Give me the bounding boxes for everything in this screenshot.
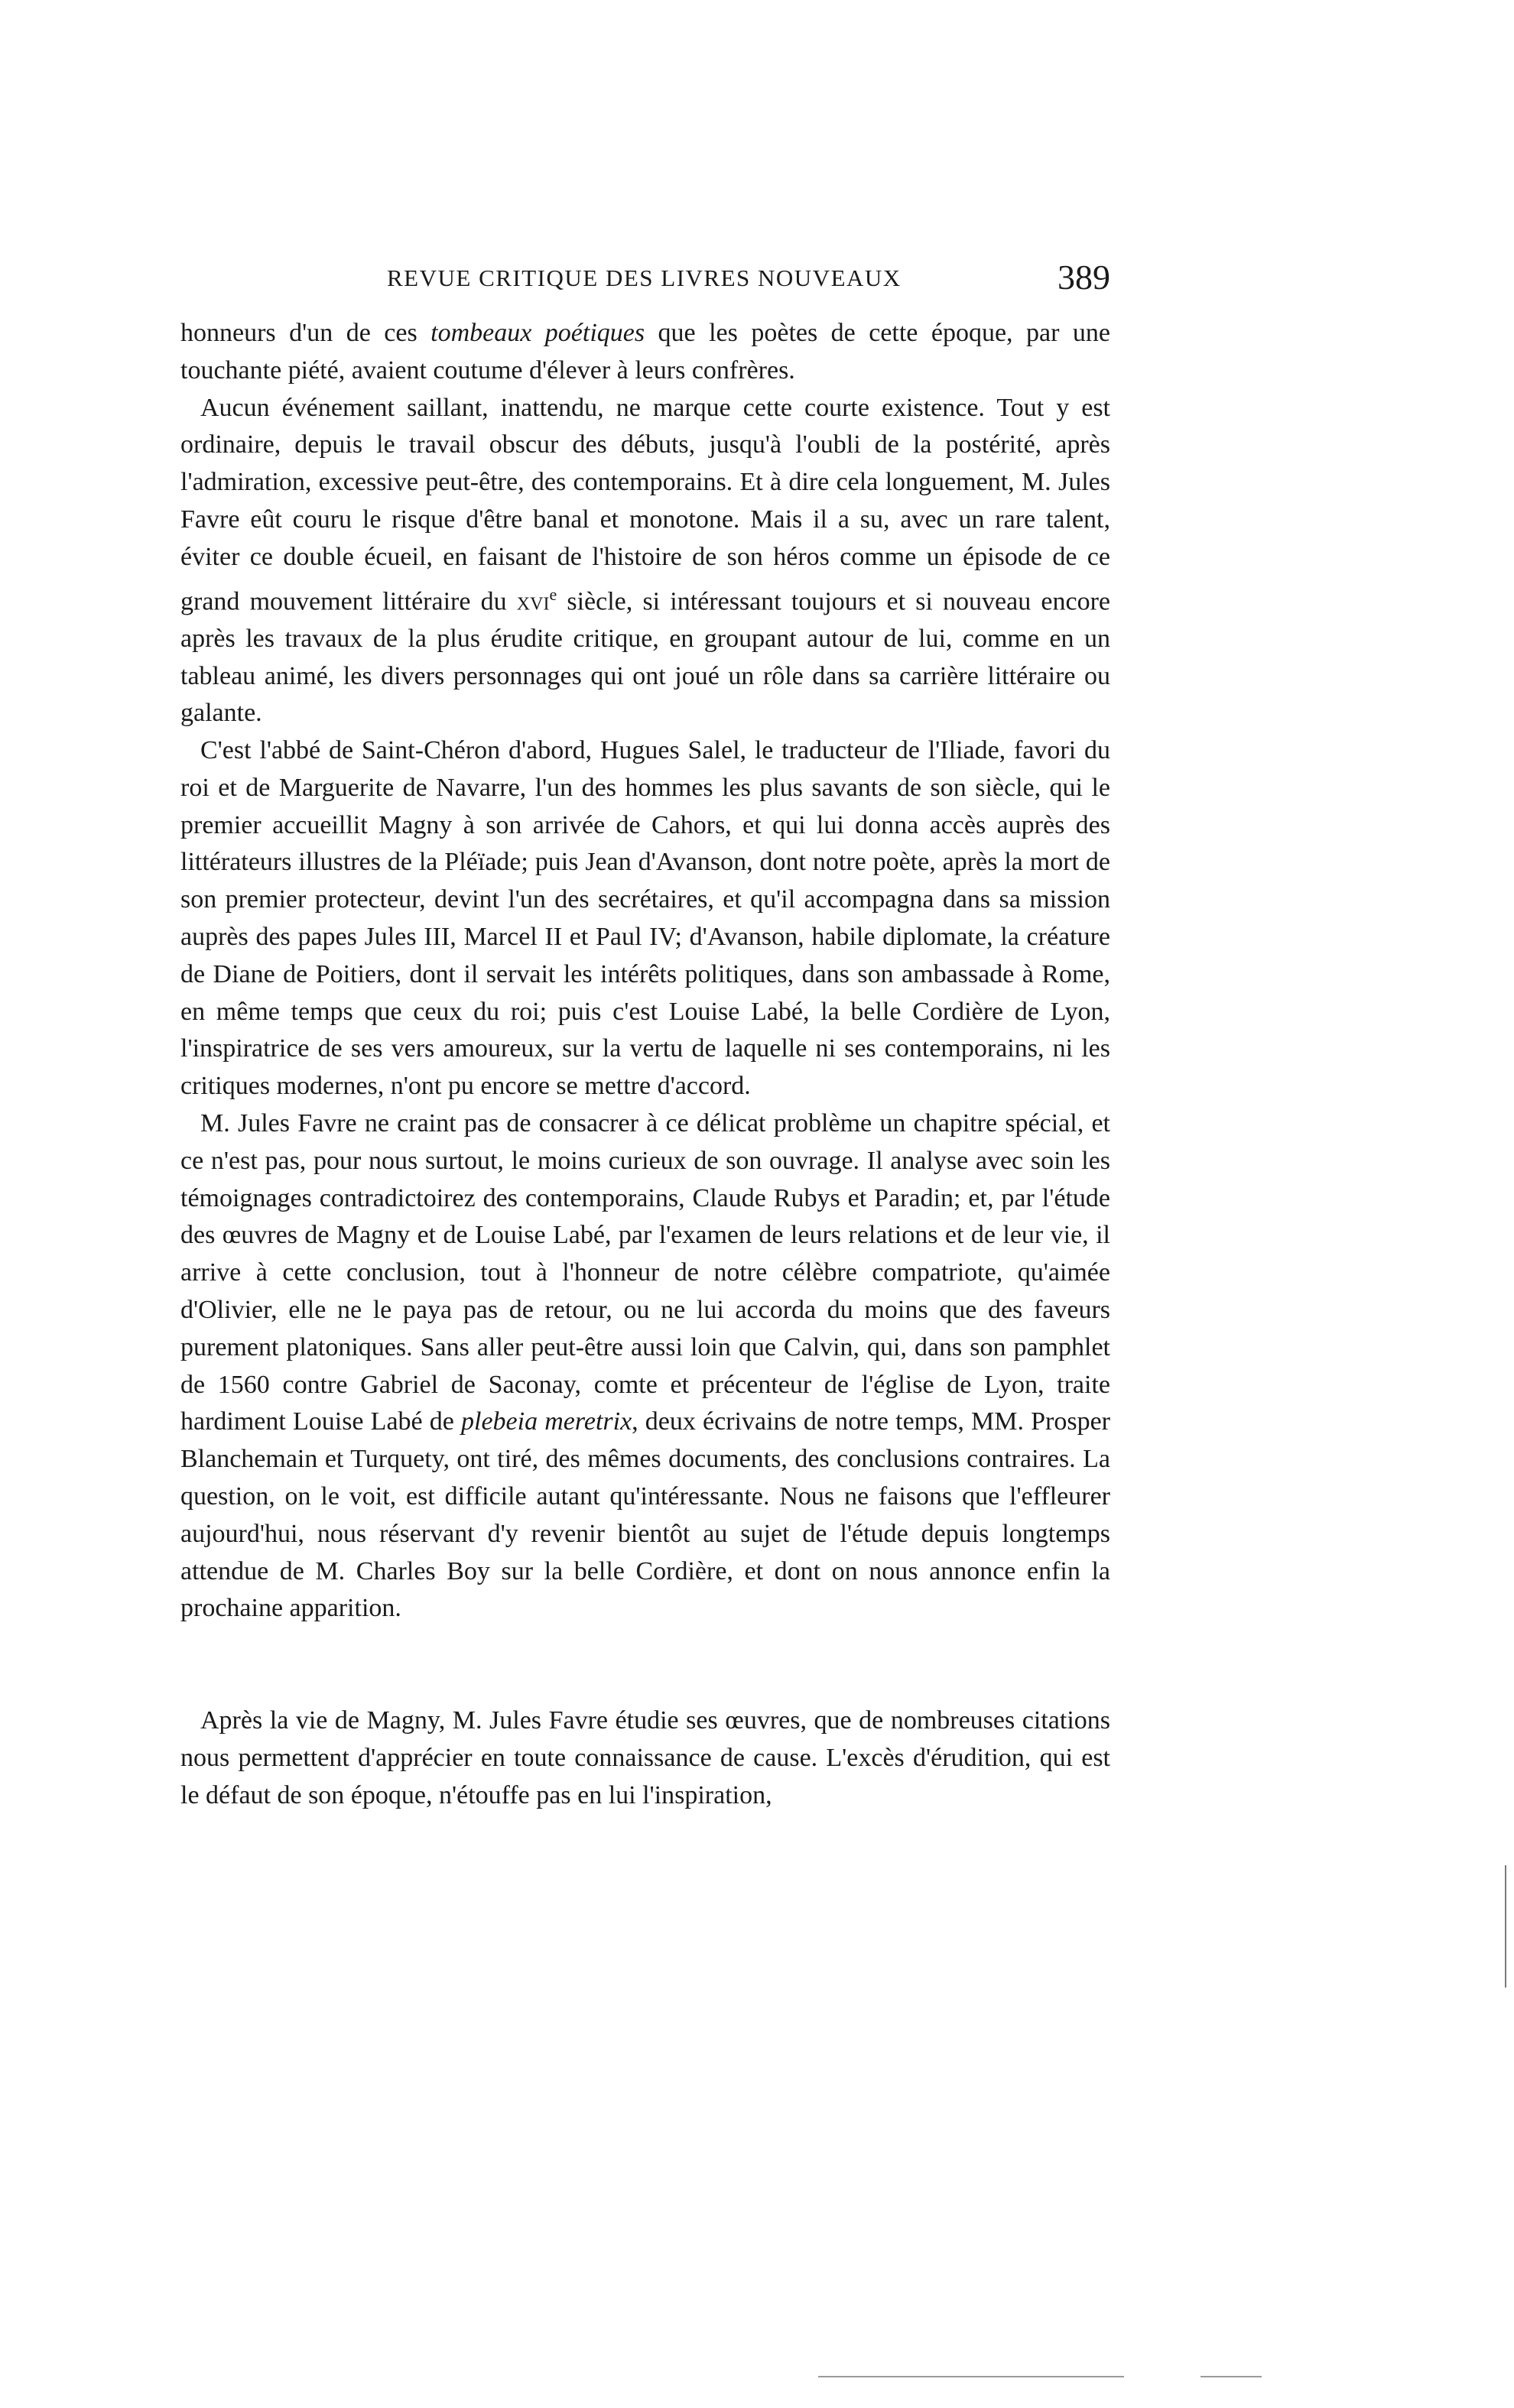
paragraph-2-century: xvi xyxy=(516,586,550,615)
running-head: REVUE CRITIQUE DES LIVRES NOUVEAUX xyxy=(387,264,902,291)
paragraph-2-text-a: Aucun événement saillant, inattendu, ne marque cette courte existence. Tout y est ordinaire, depuis le travail obscur des débuts, jusqu'à l'oubli de la postérité, après l'admiration, excessive peut-être, des contemporains. Et à dire cela longuement, M. Jules Favre eût couru le risque d'être banal et monotone. Mais il a su, avec un rare talent, éviter ce double écueil, en faisant de l'histoire de son héros comme un épisode de ce grand mouvement littéraire du xyxy=(180,393,1110,615)
paragraph-3: C'est l'abbé de Saint-Chéron d'abord, Hugues Salel, le traducteur de l'Iliade, favori du roi et de Marguerite de Navarre, l'un des hommes les plus savants de son siècle, qui le premier accueillit Magny à son arrivée de Cahors, et qui lui donna accès auprès des littérateurs illustres de la Pléïade; puis Jean d'Avanson, dont notre poète, après la mort de son premier protecteur, devint l'un des secrétaires, et qu'il accompagna dans sa mission auprès des papes Jules III, Marcel II et Paul IV; d'Avanson, habile diplomate, la créature de Diane de Poitiers, dont il servait les intérêts politiques, dans son ambassade à Rome, en même temps que ceux du roi; puis c'est Louise Labé, la belle Cordière de Lyon, l'inspiratrice de ses vers amoureux, sur la vertu de laquelle ni ses contemporains, ni les critiques modernes, n'ont pu encore se mettre d'accord. xyxy=(180,736,1110,1101)
paragraph-2-century-sup: e xyxy=(549,584,557,604)
page-header xyxy=(180,257,1110,300)
footer-rule xyxy=(818,2376,1124,2377)
paragraph-1-italic: tombeaux poétiques xyxy=(430,319,645,347)
page-number: 389 xyxy=(1058,258,1110,297)
paragraph-5: Après la vie de Magny, M. Jules Favre étudie ses œuvres, que de nombreuses citations nous permettent d'apprécier en toute connaissance de cause. L'excès d'érudition, qui est le défaut de son époque, n'étouffe pas en lui l'inspiration, xyxy=(180,1706,1110,1809)
footer-rule-short xyxy=(1200,2376,1262,2377)
paragraph-4-text-c: , deux écrivains de notre temps, MM. Prosper Blanchemain et Turquety, ont tiré, des mêmes documents, des conclusions contraires. La question, on le voit, est difficile autant qu'intéressante. Nous ne faisons que l'effleurer aujourd'hui, nous réservant d'y revenir bientôt au sujet de l'étude depuis longtemps attendue de M. Charles Boy sur la belle Cordière, et dont on nous annonce enfin la prochaine apparition. xyxy=(180,1407,1110,1623)
section-gap xyxy=(180,1628,1110,1702)
paragraph-4-italic: plebeia meretrix xyxy=(461,1407,632,1436)
paragraph-4 xyxy=(180,1105,1110,1628)
paragraph-2-text-c: siècle, si intéressant toujours et si nouveau encore après les travaux de la plus érudite critique, en groupant autour de lui, comme en un tableau animé, les divers personnages qui ont joué un rôle dans sa carrière littéraire ou galante. xyxy=(180,586,1110,728)
paragraph-2 xyxy=(180,390,1110,733)
margin-mark xyxy=(1505,1865,1506,1988)
body-text xyxy=(180,315,1110,1815)
paragraph-1 xyxy=(180,315,1110,390)
paragraph-1-text-a: honneurs d'un de ces xyxy=(180,319,431,347)
paragraph-4-text-a: M. Jules Favre ne craint pas de consacrer à ce délicat problème un chapitre spécial, et ce n'est pas, pour nous surtout, le moins curieux de son ouvrage. Il analyse avec soin les témoignages contradictoirez des contemporains, Claude Rubys et Paradin; et, par l'étude des œuvres de Magny et de Louise Labé, par l'examen de leurs relations et de leur vie, il arrive à cette conclusion, tout à l'honneur de notre célèbre compatriote, qu'aimée d'Olivier, elle ne le paya pas de retour, ou ne lui accorda du moins que des faveurs purement platoniques. Sans aller peut-être aussi loin que Calvin, qui, dans son pamphlet de 1560 contre Gabriel de Saconay, comte et précenteur de l'église de Lyon, traite hardiment Louise Labé de xyxy=(180,1109,1110,1436)
paragraph-1-text-c: que les poètes de cette époque, par une touchante piété, avaient coutume d'élever à leurs confrères. xyxy=(180,319,1110,385)
